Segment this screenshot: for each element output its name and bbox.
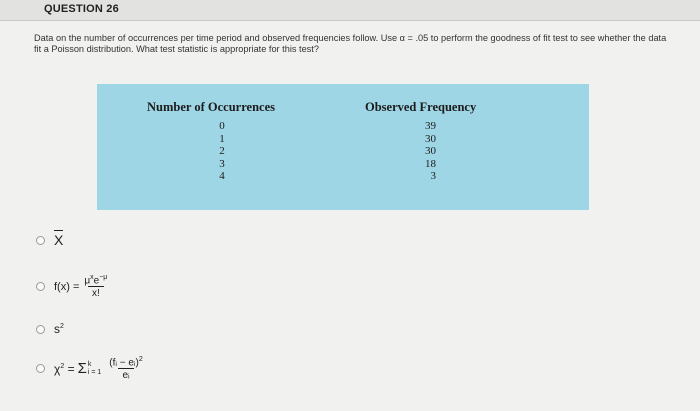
chi-square-numerator: (fᵢ − eᵢ)$^2$ [109, 356, 143, 369]
frequency-value: 39 [425, 120, 436, 132]
frequency-value: 3 [430, 170, 436, 183]
occurrence-value: 1 [219, 132, 225, 145]
sigma-limits: k i = 1 [87, 360, 102, 376]
radio-button[interactable] [36, 236, 45, 245]
frequency-value: 30 [425, 145, 436, 158]
choice-chi-square[interactable] [36, 356, 145, 381]
data-table [97, 84, 589, 210]
frequency-value: 30 [425, 132, 436, 145]
radio-button[interactable] [36, 282, 45, 291]
sample-mean-symbol: X [54, 232, 64, 248]
poisson-numerator: $\mu^xe^{-\mu}$ [84, 274, 108, 287]
col-header-occurrences: Number of Occurrences [147, 100, 275, 114]
chi-square-fraction [107, 356, 144, 381]
occurrence-value: 4 [219, 170, 225, 183]
chi-square-lhs: $\chi^2$ = [54, 361, 75, 376]
choice-poisson-formula[interactable] [36, 274, 109, 299]
question-title: QUESTION 26 [44, 3, 119, 15]
occurrence-value: 3 [219, 157, 225, 170]
question-header [0, 0, 700, 21]
poisson-denominator: x! [88, 286, 104, 299]
occurrences-column [212, 120, 232, 183]
sigma-symbol: Σ [77, 360, 87, 378]
choice-sample-mean[interactable] [36, 232, 63, 248]
chi-square-denominator: eᵢ [118, 368, 133, 381]
radio-button[interactable] [36, 325, 45, 334]
frequency-value: 18 [425, 157, 436, 170]
poisson-lhs: f(x) = [54, 280, 80, 293]
choice-sample-variance[interactable] [36, 322, 64, 336]
sample-variance-symbol: $s^2$ [54, 322, 64, 336]
col-header-frequency: Observed Frequency [365, 100, 477, 114]
frequency-column [412, 120, 436, 183]
question-text: Data on the number of occurrences per time period and observed frequencies follow. Use α = .05 to perform the goodness of fit test to see whether the data fit a Poisson distribution. What test statistic is appropriate for this test? [34, 33, 667, 54]
radio-button[interactable] [36, 364, 45, 373]
occurrence-value: 2 [219, 145, 225, 158]
occurrence-value: 0 [219, 120, 225, 132]
poisson-fraction [82, 274, 109, 299]
